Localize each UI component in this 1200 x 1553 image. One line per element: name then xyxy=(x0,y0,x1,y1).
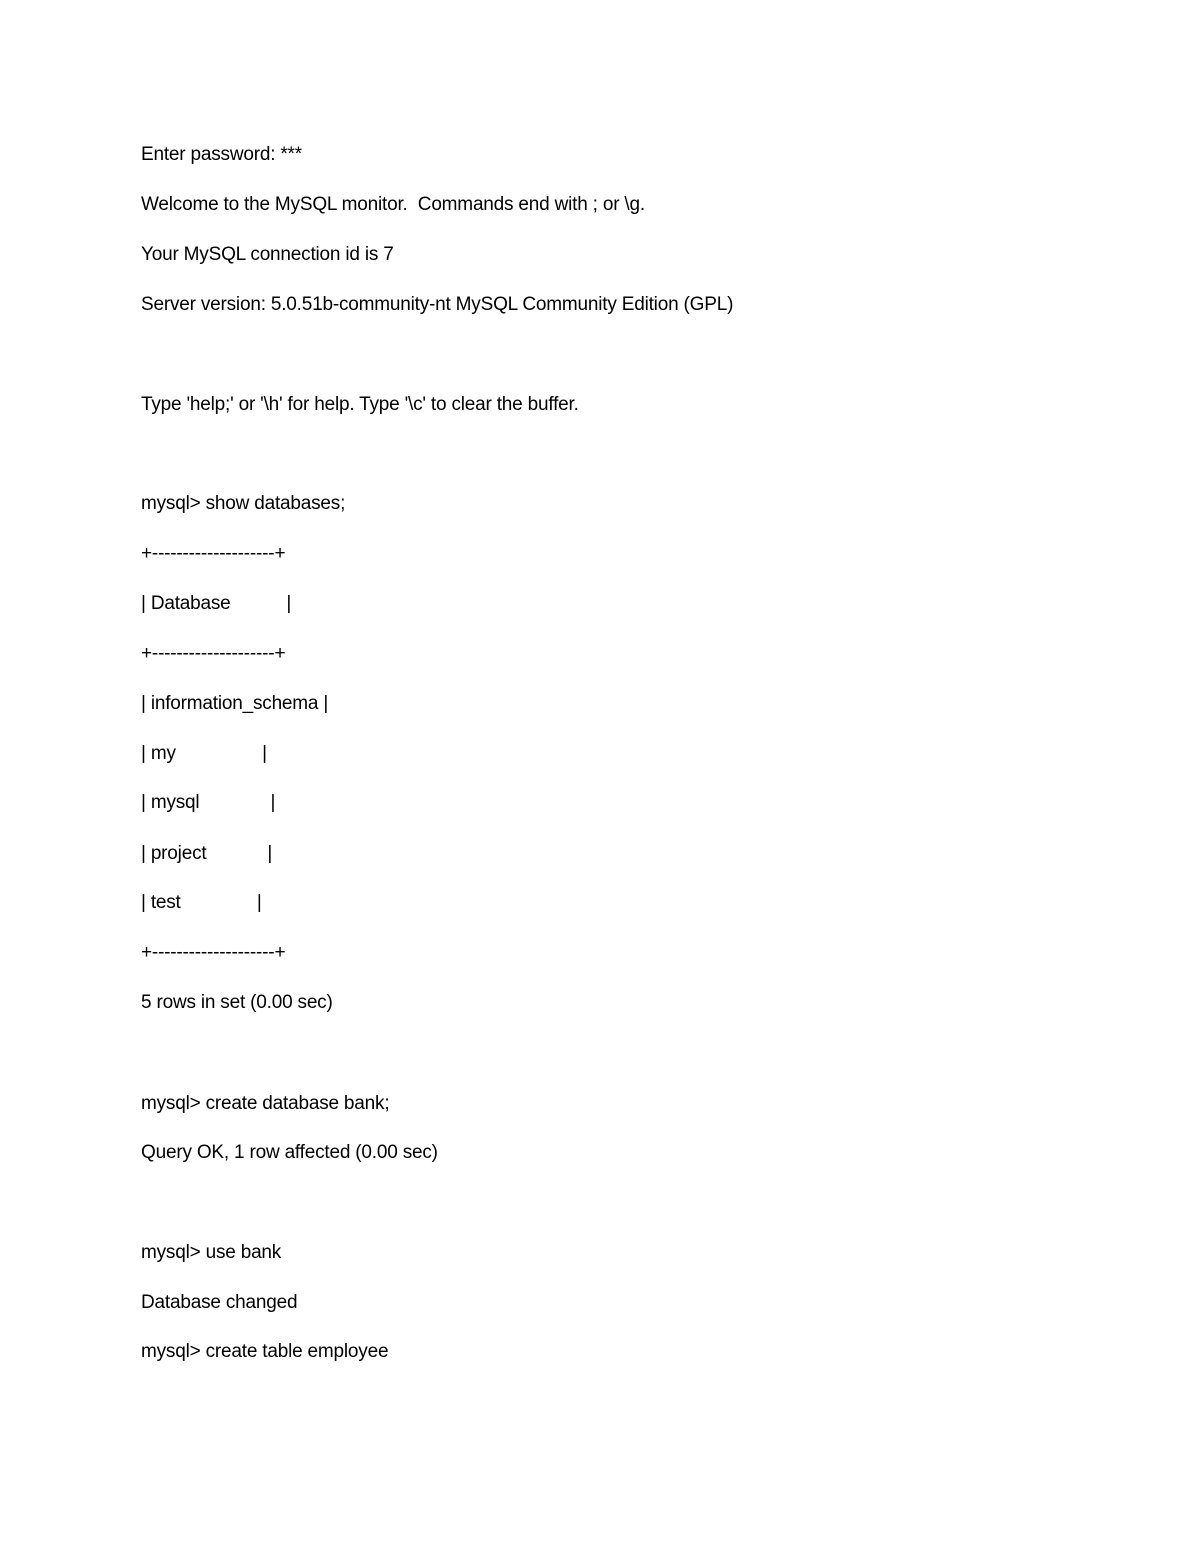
table-row: | my | xyxy=(141,743,267,764)
table-header-row: | Database | xyxy=(141,593,292,614)
table-border-top: +--------------------+ xyxy=(141,543,286,564)
table-row: | information_schema | xyxy=(141,693,329,714)
table-row: | mysql | xyxy=(141,792,276,813)
table-border-bottom: +--------------------+ xyxy=(141,942,286,963)
server-version-line: Server version: 5.0.51b-community-nt MySQL Community Edition (GPL) xyxy=(141,294,734,315)
help-hint-line: Type 'help;' or '\h' for help. Type '\c' to clear the buffer. xyxy=(141,394,579,415)
connection-id-line: Your MySQL connection id is 7 xyxy=(141,244,394,265)
create-database-command: mysql> create database bank; xyxy=(141,1093,390,1114)
database-changed-line: Database changed xyxy=(141,1292,298,1313)
query-ok-line: Query OK, 1 row affected (0.00 sec) xyxy=(141,1142,438,1163)
table-row: | test | xyxy=(141,892,262,913)
welcome-line: Welcome to the MySQL monitor. Commands end with ; or \g. xyxy=(141,194,645,215)
use-bank-command: mysql> use bank xyxy=(141,1242,282,1263)
rows-in-set-line: 5 rows in set (0.00 sec) xyxy=(141,992,333,1013)
show-databases-command: mysql> show databases; xyxy=(141,493,346,514)
password-prompt-line: Enter password: *** xyxy=(141,144,302,165)
create-table-command: mysql> create table employee xyxy=(141,1341,389,1362)
table-row: | project | xyxy=(141,843,273,864)
table-border-mid: +--------------------+ xyxy=(141,643,286,664)
